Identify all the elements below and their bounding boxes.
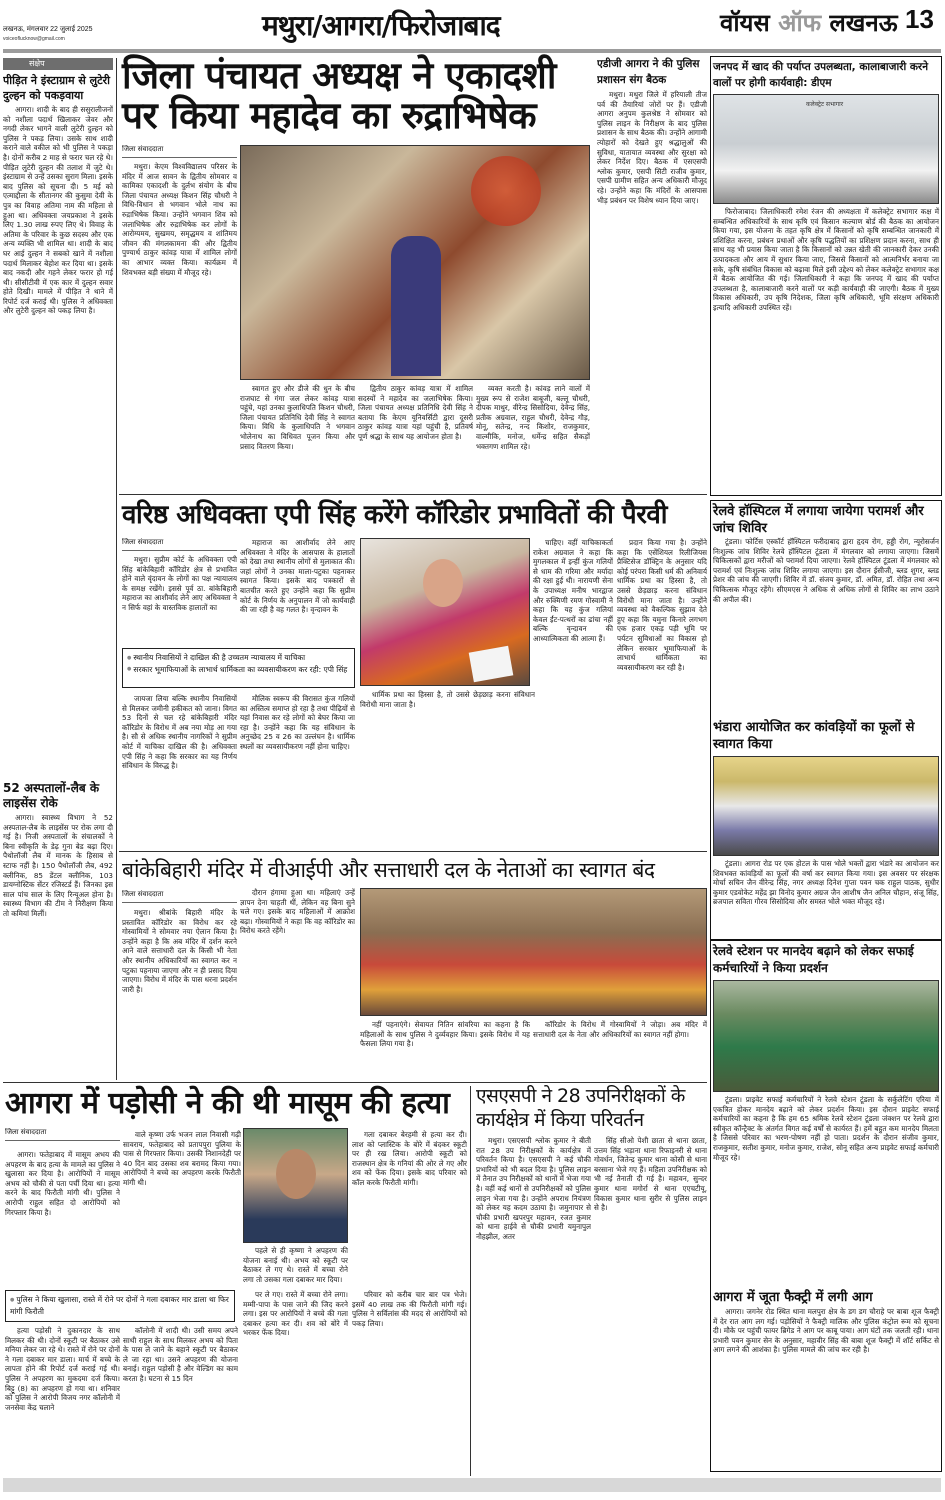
vip-ban-text-3: नहीं पहनाएंगे। सेवायत नितिन सांवरिया का कहना है कि महिलाओं के साथ पुलिस ने दुर्व्यवहार किया। इसके विरोध में यह फैसला लिया गया है। (360, 1020, 530, 1049)
vip-ban-text-4: कॉरिडोर के विरोध में गोस्वामियों ने जोड़ा। अब मंदिर में सत्ताधारी दल के नेता और अधिकारियों का स्वागत नहीं होगा। (533, 1020, 707, 1039)
photo-vip-ban-protest (360, 888, 707, 1016)
agra-murder-text-7: पर ले गए। रास्ते में बच्चा रोने लगा। मम्मी-पापा के पास जाने की जिद करने लगा। इस पर आरोपियों ने बच्चे की गला दबाकर हत्या कर दी। शव को बोरे में भरकर फेंक दिया। (243, 1290, 348, 1338)
headline-vip-ban[interactable]: बांकेबिहारी मंदिर में वीआईपी और सत्ताधारी दल के नेताओं का स्वागत बंद (122, 858, 655, 882)
headline-shoe-factory[interactable]: आगरा में जूता फैक्ट्री में लगी आग (713, 1290, 873, 1305)
ap-singh-text-5: चाहिए। वहीं याचिकाकर्ता राकेश अग्रवाल ने कहा कि मुगलकाल में इन्हीं कुंज गलियों से धाम की गरिमा और मर्यादा की रक्षा हुई थी। नारायणी सेना के उपाध्यक्ष मनीष भारद्वाज और रुक्मिणी रमण गोस्वामी ने कहा कि यह कुंज गलियां केवल ईंट-पत्थरों का ढांचा नहीं बल्कि वृन्दावन की आध्यात्मिकता की आत्मा हैं। (533, 538, 613, 643)
photo-sign: कलेक्ट्रेट सभागार (806, 101, 844, 108)
story-adg (597, 56, 707, 486)
agra-murder-highlight (5, 1290, 235, 1322)
headline-bhandara[interactable]: भंडारा आयोजित कर कांवड़ियों का फूलों से स्वागत किया (713, 720, 915, 752)
vip-ban-col2 (240, 888, 355, 1078)
byline-text: जिला संवाददाता (122, 890, 237, 903)
brief-body-2 (3, 813, 113, 919)
vip-ban-col4 (533, 1020, 707, 1078)
rudrabhishek-text-1: मथुरा। केएम विश्वविद्यालय परिसर के मंदिर में आज सावन के द्वितीय सोमवार व कामिका एकादशी के दुर्लभ संयोग के बीच जिला पंचायत अध्यक्ष किशन सिंह चौधरी ने विधि-विधान से भगवान भोले नाथ का रुद्राभिषेक किया। उन्होंने भगवान शिव को जलाभिषेक और रुद्राभिषेक कर लोगों के आरोग्यमय, सुखमय, समृद्धमय व शांतिमय जीवन की मंगलकामना की और द्वितीय पुण्यार्थ ठाकुर कांवड़ यात्रा में शामिल लोगों का आभार व्यक्त किया। कार्यक्रम में शिवभक्त बड़ी संख्या में मौजूद रहे। (122, 162, 237, 277)
brand-word-3: लखनऊ (829, 9, 898, 37)
agra-murder-col1 (5, 1150, 120, 1285)
rudrabhishek-col4 (476, 384, 590, 484)
byline-ap-singh (122, 538, 237, 554)
vip-ban-text-1: मथुरा। श्रीबांके बिहारी मंदिर के प्रस्तावित कॉरिडोर का विरोध कर रहे गोस्वामियों ने सोमवार नया ऐलान किया है। उन्होंने कहा है कि अब मंदिर में दर्शन करने आने वाले सत्ताधारी दल के किसी भी नेता और स्थानीय अधिकारियों का स्वागत कर न पटुका पहनाया जाएगा और न ही प्रसाद दिया जाएगा। विरोध में मंदिर के पास धरना प्रदर्शन जारी है। (122, 908, 237, 994)
agra-murder-col3 (243, 1246, 348, 1286)
photo-face (423, 559, 463, 607)
vip-ban-col3 (360, 1020, 530, 1078)
ap-singh-col1 (122, 555, 237, 645)
footer-bar (3, 1478, 941, 1492)
agra-murder-col2b (123, 1326, 238, 1474)
photo-victim (243, 1128, 348, 1243)
column-divider (470, 1086, 471, 1476)
railway-station-text: टूंडला। प्राइवेट सफाई कर्मचारियों ने रेलवे स्टेशन टूंडला के सर्कुलेटिंग एरिया में एकत्रित होकर मानदेय बढ़ाने को लेकर प्रदर्शन किया। इस दौरान प्राइवेट सफाई कर्मचारियों का कहना है कि हम 65 श्रमिक रेलवे स्टेशन टूंडला जंक्शन पर रेलवे द्वारा स्वीकृत कॉन्ट्रैक्ट के अंतर्गत विगत कई वर्षों से कार्यरत हैं। हमें बहुत कम मानदेय मिलता है जिससे परिवार का भरण-पोषण नहीं हो पाता। प्रदर्शन के दौरान संजीव कुमार, राजकुमार, सतीश कुमार, मनोज कुमार, राजेश, सोनू सहित अन्य प्राइवेट सफाई कर्मचारी मौजूद रहे। (713, 1095, 939, 1162)
headline-railway-hospital[interactable]: रेलवे हॉस्पिटल में लगाया जायेगा परामर्श और जांच शिविर (713, 504, 924, 536)
agra-murder-text-8: परिवार को करीब चार बार पत्र भेजे। इसमें 40 लाख तक की फिरौती मांगी गई। पुलिस ने सर्विलांस की मदद से आरोपियों को पकड़ लिया। (352, 1290, 467, 1328)
section-divider (3, 1082, 707, 1083)
rudrabhishek-col1 (122, 162, 237, 482)
rudrabhishek-text-2: स्वागत हुए और डीजे की धुन के बीच राजघाट से गंगा जल लेकर कांवड़ यात्रा पहुंचे, यहां उनका कुलाधिपति किशन चौधरी, जिला पंचायत प्रतिनिधि देवी सिंह ने स्वागत किया। विधि के कुलाधिपति ने भगवान भोलेनाथ का विधिवत पूजन किया और प्रसाद वितरण किया। (240, 384, 355, 451)
section-title: मथुरा/आगरा/फिरोजाबाद (262, 9, 500, 42)
briefs-column (3, 73, 113, 1081)
headline-ssp-transfer[interactable]: एसएसपी ने 28 उपनिरीक्षकों के कार्यक्षेत्र में किया परिवर्तन (476, 1085, 685, 1131)
agra-murder-col2 (123, 1130, 241, 1285)
photo-rudrabhishek (240, 145, 590, 380)
ap-singh-col4 (617, 538, 707, 846)
agra-murder-text-3: पहले से ही कृष्णा ने अपहरण की योजना बनाई थी। अभय को स्कूटी पर बैठाकर ले गए थे। रास्ते में बच्चा रोने लगा तो उसका गला दबाकर मार दिया। (243, 1246, 348, 1284)
ap-singh-text-3: जायजा लिया बल्कि स्थानीय निवासियों से मिलकर जमीनी हकीकत को जाना। विगत 53 दिनों से चल रहे बांकेबिहारी मंदिर कॉरिडोर के विरोध में अब नया मोड़ आ गया है। सौ से अधिक स्थानीय नागरिकों ने सुप्रीम कोर्ट में याचिका दाखिल की है। अधिवक्ता एपी सिंह ने कहा कि सरकार का यह निर्णय संविधान के विरुद्ध है। (122, 694, 237, 771)
ap-singh-col2 (240, 538, 355, 645)
photo-ap-singh (360, 538, 530, 686)
section-divider (119, 494, 707, 495)
byline-vip-ban (122, 890, 237, 906)
headline-rudrabhishek[interactable]: जिला पंचायत अध्यक्ष ने एकादशी पर किया महादेव का रुद्राभिषेक (122, 54, 556, 137)
ap-singh-text-4: मौलिक स्वरूप की विरासत कुंज गलियों का अस्तित्व समाप्त हो रहा है तथा पीढ़ियों से यहां निवास कर रहे लोगों को बेघर किया जा रहा है। उन्होंने कहा कि यह संविधान के अनुच्छेद 25 व 26 का उल्लंघन है। धार्मिक स्थलों का व्यवसायीकरण नहीं होना चाहिए। (240, 694, 355, 751)
byline-text: जिला संवाददाता (122, 145, 237, 158)
newspaper-brand (720, 6, 898, 39)
ap-singh-caption (360, 690, 535, 846)
rudrabhishek-col3 (358, 384, 473, 484)
agra-murder-text-6: कॉलोनी में शादी थी। उसी समय अपने साथी राहुल के साथ मिलकर अभय को पिता के पास ले जाने के बहाने स्कूटी पर बैठाकर ले जा रहा था। उसने अपहरण की योजना बनाई। राहुल पड़ोसी है और वेल्डिंग का काम करता है। घटना से 15 दिन (123, 1326, 238, 1383)
rudrabhishek-col2 (240, 384, 355, 484)
page-number: 13 (905, 4, 934, 34)
ap-singh-text-6: प्रदान किया गया है। उन्होंने कहा कि एसेंशियल रिलीजियस प्रैक्टिसेज डॉक्ट्रिन के अनुसार यदि कोई परंपरा किसी धर्म की अनिवार्य धार्मिक प्रथा का हिस्सा है, तो उससे छेड़छाड़ करना संविधान विरोधी माना जाता है। उन्होंने व्यवस्था को वैकल्पिक सुझाव देते हुए कहा कि यमुना किनारे लगभग एक हजार एकड़ पड़ी भूमि पर पर्यटन सुविधाओं का विकास हो लेकिन सरकार भूमाफियाओं के लाभार्थ धार्मिकता का व्यवसायीकरण कर रही है। (617, 538, 707, 672)
agra-murder-col4 (352, 1130, 467, 1285)
agra-murder-text-5: हत्या पड़ोसी ने दुकानदार के साथ मिलकर की थी। दोनों स्कूटी पर बैठाकर उसे मनिया लेकर जा रहे थे। रास्ते में रोने पर दोनों ने गला दबाकर मार डाला। मार्च में बच्चे के लापता होने की रिपोर्ट दर्ज कराई गई थी। पुलिस ने अपहरण का मुकदमा दर्ज किया। बिट्टू (8) का अपहरण हो गया था। शनिवार को पुलिस ने आरोपी विजय नगर कॉलोनी में जनसेवा केंद्र चलाने (5, 1326, 120, 1412)
photo-bhandara (713, 756, 939, 856)
photo-railway-protest (713, 980, 939, 1092)
agra-murder-col4b (352, 1290, 467, 1474)
ssp-transfer-col2 (594, 1136, 707, 1474)
agra-murder-text-1: आगरा। फतेहाबाद में मासूम अभय की अपहरण के बाद हत्या के मामले का पुलिस ने खुलासा कर दिया है। आरोपियों ने मासूम अभय को चौकी से पता पर्ची दिया था। हत्या करने के बाद फिरौती मांगी थी। पुलिस ने आरोपी राहुल सहित दो आरोपियों को गिरफ्तार किया है। (5, 1150, 120, 1217)
ssp-transfer-text-2: सिंह सीओ पेशी छाता से थाना छाता, उत्तम सिंह भड़ाना थाना रिफाइनरी से थाना गोवर्धन, जितेन्द्र कुमार थाना कोसी से थाना बरसाना भेजे गए हैं। महिला उपनिरीक्षक को भी नई तैनाती दी गई है। महावन, सुन्दर कुमार थाना मगोर्रा से थाना एएचटीयू, विकास कुमार थाना सुरीर से पुलिस लाइन से है। (594, 1136, 707, 1213)
rudrabhishek-text-3: द्वितीय ठाकुर कांवड़ यात्रा में शामिल सदस्यों ने महादेव का जलाभिषेक किया। जिला पंचायत अध्यक्ष प्रतिनिधि देवी सिंह ने बताया कि केएम यूनिवर्सिटी द्वारा दूसरी ठाकुर कांवड़ यात्रा यहां पहुंची है, प्रतिवर्ष पूर्ण श्रद्धा के साथ यह आयोजन होता है। (358, 384, 473, 441)
right-column-stories-2 (710, 940, 942, 1472)
brief-body-1 (3, 105, 113, 775)
byline-text: जिला संवाददाता (122, 538, 237, 551)
rudrabhishek-text-4: व्यक्त करती है। कांवड़ लाने वालों में मुख्य रूप से राजेश बाबूजी, बल्लू चौधरी, दीपक माथुर, वीरेन्द्र सिसोदिया, देवेन्द्र सिंह, प्रतीक अग्रवाल, राहुल चौधरी, देवेन्द्र गौड़, मोनू, सतेन्द्र, नन्द किशोर, राजकुमार, वाल्मीकि, मनोज, धर्मेन्द्र सहित सैकड़ों भक्तगण शामिल रहे। (476, 384, 590, 451)
masthead (0, 0, 945, 44)
brief-text-1: आगरा। शादी के बाद ही ससुरालीजनों को नशीला पदार्थ खिलाकर जेवर और नगदी लेकर भागने वाली लुटेरी दुल्हन को पुलिस ने पकड़ लिया। उसके साथ शादी कराने वाले वकील को भी पुलिस ने पकड़ा है। दोनों करीब 2 माह से फरार चल रहे थे। पीड़ित लुटेरी दुल्हन की तलाश में जुटे थे। इंस्टाग्राम से उन्हें उसका सुराग मिला। इसके बाद पुलिस को सूचना दी। 5 मई को एत्माद्दौला के सीतानगर की कुसुमा देवी के पुत्र का विवाह अतिमा नाम की महिला से हुआ था। अधिवक्ता जयप्रकाश ने इसके लिए 1.30 लाख रुपए लिए थे। विवाह के अतिमा के परिवार के कुछ सदस्य और एक अन्य व्यक्ति भी शामिल था। शादी के बाद घर आई दुल्हन ने सबको खाने में नशीला पदार्थ मिलाकर बेहोश कर दिया था। इसके बाद नकदी और गहने लेकर फरार हो गई थी। सीसीटीवी में एक कार में दुल्हन सवार होते दिखी। मामले में पीड़ित ने थाने में रिपोर्ट दर्ज कराई थी। पुलिस ने अधिवक्ता और लुटेरी दुल्हन को पकड़ लिया है। (3, 105, 113, 316)
highlight-2: ● सरकार भूमाफियाओं के लाभार्थ धार्मिकता का व्यवसायीकरण कर रही: एपी सिंह (127, 664, 350, 676)
ap-singh-highlights (122, 648, 355, 688)
brand-word-2: ऑफ (778, 9, 822, 37)
ap-singh-text-2: महाराज का आशीर्वाद लेने आए अधिवक्ता ने मंदिर के आसपास के हालातों को देखा तथा स्थानीय लोगों से मुलाकात की। जहां लोगों ने उनका माला-पटुका पहनाकर स्वागत किया। इसके बाद पत्रकारों से बातचीत करते हुए उन्होंने कहा कि सुप्रीम कोर्ट के निर्णय के अनुपालन में जो कार्यवाही की जा रही है वह गलत है। वृन्दावन के (240, 538, 355, 615)
headline-adg[interactable]: एडीजी आगरा ने की पुलिस प्रशासन संग बैठक (597, 58, 700, 86)
ssp-transfer-col1 (476, 1136, 591, 1474)
ap-singh-col1b (122, 694, 237, 846)
photo-dm-meeting (713, 94, 939, 204)
right-column-stories (710, 500, 942, 940)
shoe-factory-text: आगरा। जगनेर रोड स्थित थाना मलपुरा क्षेत्र के डग डग चौराहे पर बाबा शूज फैक्ट्री में देर रात आग लग गई। पड़ोसियों ने फैक्ट्री मालिक और पुलिस कंट्रोल रूम को सूचना दी। मौके पर पहुंची फायर ब्रिगेड ने आग पर काबू पाया। आग घंटों तक जलती रही। थाना प्रभारी पवन कुमार सेन के अनुसार, महावीर सिंह की बाबा शूज फैक्ट्री में शॉर्ट सर्किट से आग लगने की आशंका है। पुलिस मामले की जांच कर रही है। (713, 1307, 939, 1355)
headline-agra-murder[interactable]: आगरा में पड़ोसी ने की थी मासूम की हत्या (5, 1086, 450, 1121)
ap-singh-caption-text: धार्मिक प्रथा का हिस्सा है, तो उससे छेड़छाड़ करना संविधान विरोधी माना जाता है। (360, 690, 535, 709)
vip-ban-col1 (122, 908, 237, 1078)
ap-singh-col3 (533, 538, 613, 846)
byline-text: जिला संवाददाता (5, 1128, 120, 1141)
ap-singh-col2b (240, 694, 355, 846)
brief-headline-1[interactable]: पीड़ित ने इंस्टाग्राम से लुटेरी दुल्हन को पकड़वाया (3, 74, 111, 102)
bhandara-text: टूंडला। आगरा रोड पर एक होटल के पास भोले भक्तों द्वारा भंडारे का आयोजन कर शिवभक्त कांवड़ियों का फूलों की वर्षा कर स्वागत किया गया। इस अवसर पर संरक्षक मोर्चा सचिन जैन वीरेन्द्र सिंह, नगर अध्यक्ष दिनेश गुप्ता पवन चक राहुल पाठक, सुधीर कुमार एडवोकेट महेंद्र झा विनोद कुमार अग्रज जैन आशीष जैन अनिल चौहान, संजू सिंह, ब्रजपाल सविता गौरव सिसोदिया और समस्त भोले भक्त मौजूद रहे। (713, 859, 939, 907)
highlight-1: ● स्थानीय निवासियों ने दाखिल की है उच्चतम न्यायालय में याचिका (127, 652, 350, 664)
column-divider (116, 58, 117, 1080)
dm-text: फिरोजाबाद। जिलाधिकारी रमेश रंजन की अध्यक्षता में कलेक्ट्रेट सभागार कक्ष में सम्बन्धित अधिकारियों के साथ कृषि एवं किसान कल्याण बोर्ड की बैठक का आयोजन किया गया, इस योजना के तहत कृषि क्षेत्र में किसानों को कृषि सम्बन्धित जानकारी में प्रशिक्षित करना, प्रबंधन प्रथाओं और कृषि पद्धतियों का प्रशिक्षण प्रदान करना, साथ ही साथ यह भी प्रयास किया जाता है कि किसानों को उन्नत खेती की जानकारी देकर उनकी उत्पादकता और आय में सुधार किया जाए, जिससे किसानों को आत्मनिर्भर बनाया जा सके, कृषि संबंधित विकास को बढ़ावा मिले इसी उद्देश्य को लेकर कलेक्ट्रेट सभागार कक्ष में बैठक आयोजित की गई। जिलाधिकारी ने कहा कि जनपद में खाद की पर्याप्त उपलब्धता है, कालाबाजारी करने वालों पर कड़ी कार्यवाही की जाएगी। बैठक में मुख्य विकास अधिकारी, उप कृषि निदेशक, जिला कृषि अधिकारी, भूमि संरक्षण अधिकारी इत्यादि अधिकारी उपस्थित रहें। (713, 207, 939, 312)
brief-text-2: आगरा। स्वास्थ्य विभाग ने 52 अस्पताल-लैब के लाइसेंस पर रोक लगा दी गई है। निजी अस्पतालों के संचालकों ने बिना स्वीकृति के डेढ़ गुना बेड बढ़ा दिए। पैथोलॉजी लैब में मानक के हिसाब से स्टाफ नहीं है। 150 पैथोलॉजी लैब, 492 क्लीनिक, 85 डेंटल क्लीनिक, 103 डायग्नोस्टिक सेंटर रजिस्टर्ड हैं। जिनका इस साल पांच साल के लिए रिन्यूअल होना है। स्वास्थ्य विभाग की टीम ने निरीक्षण किया तो कमियां मिलीं। (3, 813, 113, 918)
vip-ban-text-2: दौरान हंगामा हुआ था। महिलाएं उन्हें ज्ञापन देना चाहती थीं, लेकिन वह बिना सुने चले गए। इसके बाद महिलाओं में आक्रोश बढ़ा। गोस्वामियों ने कहा कि वह कॉरिडोर का विरोध करते रहेंगे। (240, 888, 355, 936)
photo-figure (391, 236, 441, 376)
contact-email[interactable]: voiceoflucknow@gmail.com (3, 36, 65, 42)
header-rule (3, 49, 941, 53)
railway-hospital-text: टूंडला। फोर्टिस एस्कॉर्ट हॉस्पिटल फरीदाबाद द्वारा हृदय रोग, हड्डी रोग, न्यूरोसर्जन निःशुल्क जांच शिविर रेलवे हॉस्पिटल टूंडला में मंगलवार को लगाया जाएगा। जिसमें चिकित्सकों द्वारा मरीजों को परामर्श दिया जाएगा। रेलवे हॉस्पिटल टूंडला में मंगलवार को परामर्श एवं निःशुल्क जांच शिविर लगाया जाएगा। इस दौरान ईसीजी, ब्लड शुगर, ब्लड प्रेशर की जांच की जाएगी। शिविर में डॉ. संजय कुमार, डॉ. अमित, डॉ. रोहित तथा अन्य चिकित्सक मौजूद रहेंगे। सीएमएस ने अधिक से अधिक लोगों से शिविर का लाभ उठाने की अपील की। (713, 537, 939, 604)
photo-face (276, 1149, 316, 1199)
byline-rudrabhishek (122, 145, 237, 161)
adg-text: मथुरा। मथुरा जिले में हरियाली तीज पर्व की तैयारियां जोरों पर हैं। एडीजी आगरा अनुपम कुलश्रेष्ठ ने सोमवार को पुलिस लाइन के निरीक्षण के बाद पुलिस प्रशासन के साथ बैठक की। उन्होंने आगामी त्योहारों को देखते हुए श्रद्धालुओं की सुविधा, यातायात व्यवस्था और सुरक्षा को लेकर निर्देश दिए। बैठक में एसएसपी श्लोक कुमार, एसपी सिटी राजीव कुमार, एसपी ग्रामीण सहित अन्य अधिकारी मौजूद रहे। उन्होंने कहा कि मंदिरों के आसपास भीड़ प्रबंधन पर विशेष ध्यान दिया जाए। (597, 90, 707, 205)
issue-date: लखनऊ, मंगलवार 22 जुलाई 2025 (3, 26, 93, 33)
byline-agra-murder (5, 1128, 120, 1144)
headline-dm[interactable]: जनपद में खाद की पर्याप्त उपलब्धता, कालाबाजारी करने वालों पर होगी कार्यवाही: डीएम (713, 61, 929, 89)
photo-paper (469, 646, 514, 682)
briefs-label: संक्षेप (3, 58, 113, 70)
brand-word-1: वॉयस (720, 9, 770, 37)
agra-murder-col3b (243, 1290, 348, 1474)
agra-murder-col1b (5, 1326, 120, 1474)
highlight-1: ● पुलिस ने किया खुलासा, रास्ते में रोने पर दोनों ने गला दबाकर मार डाला था फिर मांगी फिरौती (10, 1294, 230, 1317)
photo-decoration (471, 156, 541, 226)
brief-headline-2[interactable]: 52 अस्पतालों-लैब के लाइसेंस रोके (3, 781, 100, 810)
ap-singh-text-1: मथुरा। सुप्रीम कोर्ट के अधिवक्ता एपी सिंह बांकेबिहारी कॉरिडोर क्षेत्र से प्रभावित होने वाले वृंदावन के लोगों का पक्ष न्यायालय के समक्ष रखेंगे। इससे पूर्व ठा. बांकेबिहारी महाराज का आशीर्वाद लेने आए अधिवक्ता ने न सिर्फ वहां के वास्तविक हालातों का (122, 555, 237, 612)
story-dm (710, 56, 942, 496)
headline-ap-singh[interactable]: वरिष्ठ अधिवक्ता एपी सिंह करेंगे कॉरिडोर प्रभावितों की पैरवी (122, 500, 668, 530)
section-divider (119, 851, 707, 852)
agra-murder-text-2: वाले कृष्णा उर्फ भजन लाल निवासी गढ़ी सावराय, फतेहाबाद को प्रतापपुरा पुलिया के पास से गिरफ्तार किया। उसकी निशानदेही पर 40 दिन बाद उसका शव बरामद किया गया। आरोपियों ने बच्चे का अपहरण करके फिरौती मांगी थी। (123, 1130, 241, 1187)
agra-murder-text-4: गला दबाकर बेरहमी से हत्या कर दी। लाश को प्लास्टिक के बोरे में बंदकर स्कूटी पर ही रख लिया। आरोपी स्कूटी को राजस्थान क्षेत्र के गनियां की ओर ले गए और शव को फेंक दिया। इसके बाद परिवार को कॉल करके फिरौती मांगी। (352, 1130, 467, 1187)
headline-railway-station[interactable]: रेलवे स्टेशन पर मानदेय बढ़ाने को लेकर सफाई कर्मचारियों ने किया प्रदर्शन (713, 944, 914, 975)
ssp-transfer-text-1: मथुरा। एसएसपी श्लोक कुमार ने बीती रात 28 उप निरीक्षकों के कार्यक्षेत्र में परिवर्तन किया है। एसएसपी ने कई चौकी प्रभारियों को भी बदल दिया है। पुलिस लाइन में तैनात उप निरीक्षकों को थानों में भेजा गया है। वहीं कई थानों से उपनिरीक्षकों को पुलिस लाइन भेजा गया है। उन्होंने अपराध नियंत्रण को लेकर यह कदम उठाया है। जमुनापार से चौकी प्रभारी खपरपुर महावन, रजत कुमार को थाना हाईवे से चौकी प्रभारी यमुनापुल नौहझील, अतर (476, 1136, 591, 1241)
